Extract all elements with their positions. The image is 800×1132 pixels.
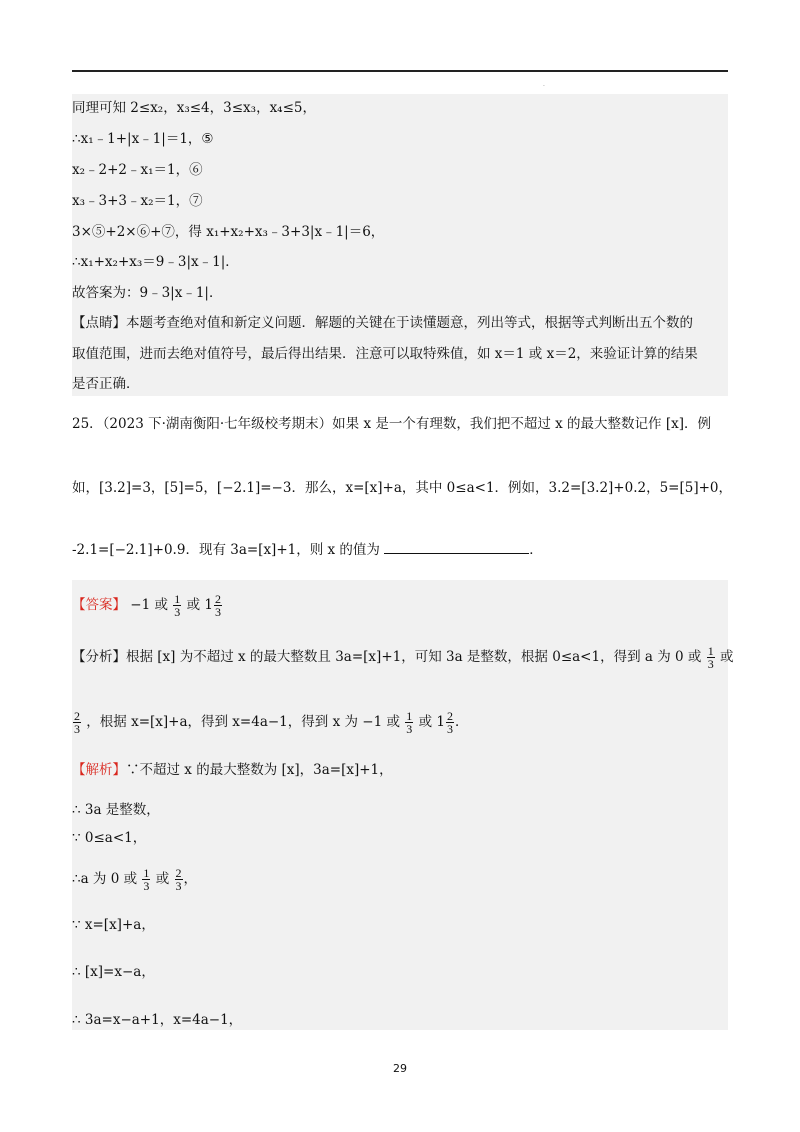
question-line (72, 540, 543, 560)
solution-or: 或 (155, 871, 170, 887)
answer-or: 或 (186, 597, 201, 613)
fraction: $\frac{1}{3}$ (707, 644, 714, 671)
solution-line: ∴ [x]=x−a， (72, 964, 155, 980)
question-end: ． (529, 542, 543, 558)
analysis-line (72, 645, 733, 670)
analysis-or: 或 (719, 649, 734, 665)
solution-line: x₂﹣2+2﹣x₁＝1，⑥ (72, 162, 203, 178)
solution-line: x₃﹣3+3﹣x₂＝1，⑦ (72, 193, 203, 209)
question-line: 25．（2023 下·湖南衡阳·七年级校考期末）如果 x 是一个有理数，我们把不超过 x 的最大整数记作 [x]．例 (72, 416, 711, 432)
solution-line: 同理可知 2≤x₂，x₃≤4，3≤x₃，x₄≤5， (72, 100, 316, 116)
solution-line: ∴ 3a=x−a+1，x=4a−1， (72, 1012, 243, 1028)
answer-value: −1 或 (130, 597, 168, 613)
question-text: -2.1=[−2.1]+0.9．现有 3a=[x]+1，则 x 的值为 (72, 542, 380, 558)
solution-text: ∴a 为 0 或 (72, 871, 138, 887)
comment-text: 本题考查绝对值和新定义问题．解题的关键在于读懂题意，列出等式，根据等式判断出五个数的 (126, 315, 693, 331)
question-line: 如，[3.2]=3，[5]=5，[−2.1]=−3．那么，x=[x]+a，其中 0≤a<1．例如，3.2=[3.2]+0.2，5=[5]+0， (72, 480, 733, 496)
analysis-text: 根据 [x] 为不超过 x 的最大整数且 3a=[x]+1，可知 3a 是整数，根据 0≤a<1，得到 a 为 0 或 (126, 649, 702, 665)
solution-line: 故答案为：9﹣3|x﹣1|． (72, 285, 223, 301)
comment-line: 取值范围，进而去绝对值符号，最后得出结果．注意可以取特殊值，如 x＝1 或 x＝2，来验证计算的结果 (72, 346, 698, 362)
solution-line (72, 760, 393, 780)
solution-comma: ， (183, 871, 197, 887)
answer-tag: 【答案】 (72, 597, 126, 613)
solution-line: ∵ x=[x]+a， (72, 917, 155, 933)
solution-line (72, 867, 197, 892)
page-number: 29 (393, 1062, 407, 1075)
solution-text: ∵不超过 x 的最大整数为 [x]，3a=[x]+1， (126, 762, 393, 778)
comment-line (72, 313, 693, 333)
fraction: $\frac{2}{3}$ (214, 592, 221, 619)
answer-line (72, 593, 223, 618)
solution-line: ∴x₁+x₂+x₃＝9﹣3|x﹣1|． (72, 254, 239, 270)
analysis-or: 或 (418, 714, 433, 730)
analysis-end: ． (454, 714, 469, 730)
fraction: $\frac{2}{3}$ (175, 866, 182, 893)
solution-line: ∵ 0≤a<1， (72, 830, 147, 846)
fraction: $\frac{1}{3}$ (143, 866, 150, 893)
solution-line: ∴ 3a 是整数， (72, 802, 160, 818)
fraction: $\frac{2}{3}$ (446, 709, 453, 736)
fraction: $\frac{1}{3}$ (174, 592, 181, 619)
mixed-whole: 1 (436, 714, 445, 730)
answer-blank (384, 541, 529, 554)
comment-line: 是否正确． (72, 376, 140, 392)
header-dot: · (543, 83, 545, 90)
analysis-tag: 【分析】 (72, 649, 126, 665)
header-rule (72, 70, 728, 72)
fraction: $\frac{1}{3}$ (406, 709, 413, 736)
mixed-whole: 1 (204, 597, 213, 613)
analysis-line (72, 710, 468, 735)
fraction: $\frac{2}{3}$ (74, 709, 80, 736)
analysis-text: ，根据 x=[x]+a，得到 x=4a−1，得到 x 为 −1 或 (86, 714, 400, 730)
solution-tag: 【解析】 (72, 762, 126, 778)
solution-line: ∴x₁﹣1+|x﹣1|＝1，⑤ (72, 131, 214, 147)
comment-tag: 【点睛】 (72, 315, 126, 331)
solution-line: 3×⑤+2×⑥+⑦，得 x₁+x₂+x₃﹣3+3|x﹣1|＝6， (72, 224, 385, 240)
